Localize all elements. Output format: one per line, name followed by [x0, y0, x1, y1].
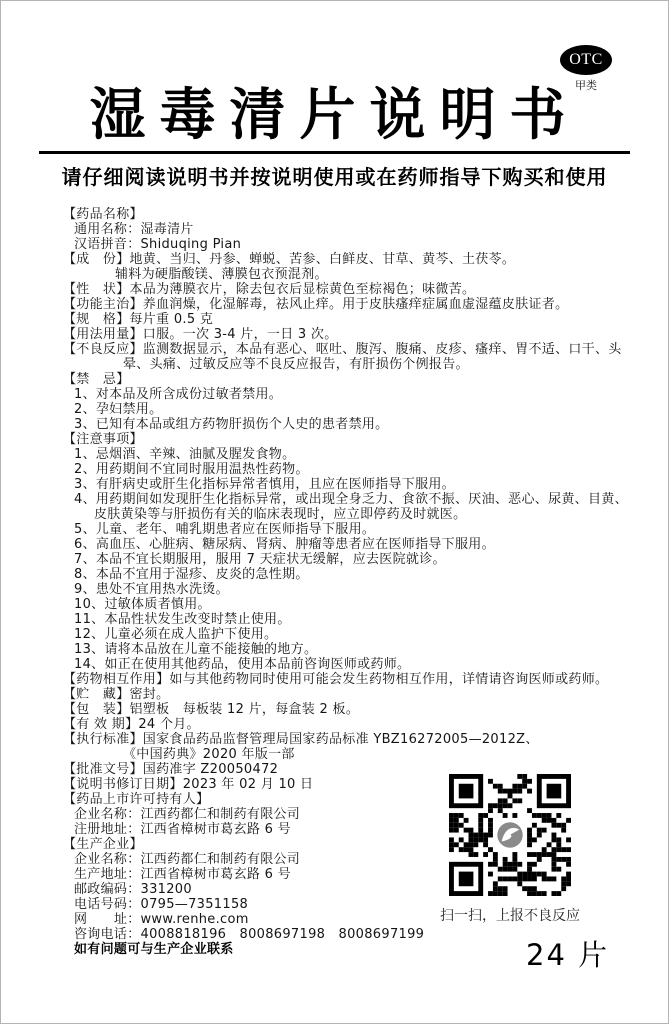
otc-logo-icon — [560, 45, 612, 75]
section-line: 【规 格】每片重 0.5 克 — [63, 311, 214, 327]
text-line: 注册地址：江西省樟树市葛玄路 6 号 — [74, 821, 291, 837]
otc-mark — [556, 45, 616, 93]
text-line: 晕、头痛、过敏反应等不良反应报告，有肝损伤个例报告。 — [123, 356, 469, 372]
text-line: 4、用药期间如发现肝生化指标异常，或出现全身乏力、食欲不振、厌油、恶心、尿黄、目黄、 — [74, 491, 628, 507]
text-line: 电话号码：0795—7351158 — [74, 896, 249, 912]
text-line: 生产地址：江西省樟树市葛玄路 6 号 — [74, 866, 291, 882]
section-line: 【不良反应】监测数据显示，本品有恶心、呕吐、腹泻、腹痛、皮疹、瘙痒、胃不适、口干、头 — [63, 341, 622, 357]
text-line: 2、孕妇禁用。 — [74, 401, 163, 417]
text-line: 汉语拼音：Shiduqing Pian — [74, 236, 242, 252]
text-line: 皮肤黄染等与肝损伤有关的临床表现时，应立即停药及时就医。 — [94, 506, 467, 522]
section-line: 【药品名称】 — [63, 206, 143, 222]
section-line: 【生产企业】 — [63, 836, 143, 852]
text-line: 企业名称：江西药都仁和制药有限公司 — [74, 806, 301, 822]
section-line: 【性 状】本品为薄膜衣片，除去包衣后显棕黄色至棕褐色；味微苦。 — [63, 281, 476, 297]
section-line: 【贮 藏】密封。 — [63, 686, 170, 702]
text-line: 7、本品不宜长期服用，服用 7 天症状无缓解，应去医院就诊。 — [74, 551, 446, 567]
text-line: 3、有肝病史或肝生化指标异常者慎用，且应在医师指导下服用。 — [74, 476, 455, 492]
text-line: 企业名称：江西药都仁和制药有限公司 — [74, 851, 301, 867]
pill-count: 24 片 — [526, 938, 610, 972]
title-underline — [39, 151, 630, 154]
section-line: 【禁 忌】 — [63, 371, 130, 387]
section-line: 【功能主治】养血润燥，化湿解毒，祛风止痒。用于皮肤瘙痒症属血虚湿蕴皮肤证者。 — [63, 296, 569, 312]
text-line: 5、儿童、老年、哺乳期患者应在医师指导下服用。 — [74, 521, 376, 537]
text-line: 8、本品不宜用于湿疹、皮炎的急性期。 — [74, 566, 309, 582]
page-title: 湿毒清片说明书 — [89, 83, 580, 148]
usage-notice: 请仔细阅读说明书并按说明使用或在药师指导下购买和使用 — [61, 164, 608, 189]
text-line: 9、患处不宜用热水洗烫。 — [74, 581, 229, 597]
section-line: 【药品上市许可持有人】 — [63, 791, 210, 807]
text-line: 13、请将本品放在儿童不能接触的地方。 — [74, 641, 318, 657]
text-line: 1、对本品及所含成份过敏者禁用。 — [74, 386, 283, 402]
section-line: 【用法用量】口服。一次 3-4 片，一日 3 次。 — [63, 326, 338, 342]
text-line: 10、过敏体质者慎用。 — [74, 596, 211, 612]
section-line: 【执行标准】国家食品药品监督管理局国家药品标准 YBZ16272005—2012Z、 — [63, 731, 539, 747]
text-line: 如有问题可与生产企业联系 — [74, 941, 234, 957]
otc-label: OTC — [569, 51, 603, 68]
section-line: 【说明书修订日期】2023 年 02 月 10 日 — [63, 776, 314, 792]
section-line: 【有 效 期】24 个月。 — [63, 716, 200, 732]
text-line: 辅料为硬脂酸镁、薄膜包衣预混剂。 — [115, 266, 328, 282]
qr-block — [435, 774, 585, 925]
text-line: 1、忌烟酒、辛辣、油腻及腥发食物。 — [74, 446, 296, 462]
section-line: 【药物相互作用】如与其他药物同时使用可能会发生药物相互作用，详情请咨询医师或药师。 — [63, 671, 609, 687]
qr-code — [449, 774, 571, 896]
text-line: 2、用药期间不宜同时服用温热性药物。 — [74, 461, 309, 477]
text-line: 14、如正在使用其他药品，使用本品前咨询医师或药师。 — [74, 656, 411, 672]
text-line: 3、已知有本品或组方药物肝损伤个人史的患者禁用。 — [74, 416, 389, 432]
text-line: 咨询电话：4008818196 8008697198 8008697199 — [74, 926, 425, 942]
qr-caption: 扫一扫，上报不良反应 — [440, 908, 580, 924]
section-line: 【包 装】铝塑板 每板装 12 片，每盒装 2 板。 — [63, 701, 360, 717]
section-line: 【成 份】地黄、当归、丹参、蝉蜕、苦参、白鲜皮、甘草、黄芩、土茯苓。 — [63, 251, 516, 267]
text-line: 通用名称：湿毒清片 — [74, 221, 194, 237]
text-line: 邮政编码：331200 — [74, 881, 192, 897]
otc-class-label: 甲类 — [575, 79, 597, 92]
text-line: 网 址：www.renhe.com — [74, 911, 249, 927]
text-line: 6、高血压、心脏病、糖尿病、肾病、肿瘤等患者应在医师指导下服用。 — [74, 536, 495, 552]
section-line: 【注意事项】 — [63, 431, 143, 447]
section-line: 【批准文号】国药准字 Z20050472 — [63, 761, 279, 777]
text-line: 12、儿童必须在成人监护下使用。 — [74, 626, 278, 642]
text-line: 《中国药典》2020 年版一部 — [123, 746, 295, 762]
text-line: 11、本品性状发生改变时禁止使用。 — [74, 611, 291, 627]
